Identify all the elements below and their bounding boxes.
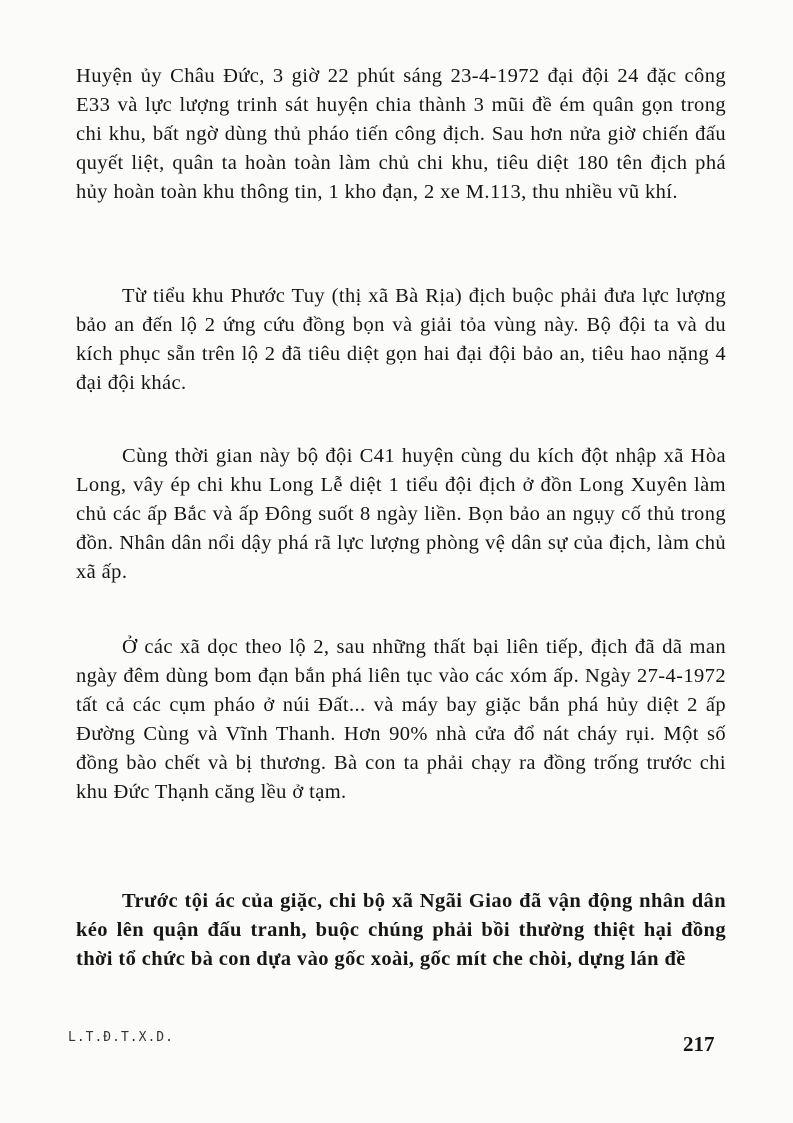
paragraph-5: Trước tội ác của giặc, chi bộ xã Ngãi Giao đã vận động nhân dân kéo lên quận đấu tranh, buộc chúng phải bồi thường thiệt hại đồng thời tổ chức bà con dựa vào gốc xoài, gốc mít che chòi, dựng lán đề	[76, 890, 726, 970]
paragraph-4: Ở các xã dọc theo lộ 2, sau những thất bại liên tiếp, địch đã dã man ngày đêm dùng bom đạn bắn phá liên tục vào các xóm ấp. Ngày 27-4-1972 tất cả các cụm pháo ở núi Đất... và máy bay giặc bắn phá hủy diệt 2 ấp Đường Cùng và Vĩnh Thanh. Hơn 90% nhà cửa đổ nát cháy rụi. Một số đồng bào chết và bị thương. Bà con ta phải chạy ra đồng trống trước chi khu Đức Thạnh căng lều ở tạm.	[76, 636, 726, 803]
paragraph-2: Từ tiểu khu Phước Tuy (thị xã Bà Rịa) địch buộc phải đưa lực lượng bảo an đến lộ 2 ứng cứu đồng bọn và giải tỏa vùng này. Bộ đội ta và du kích phục sẵn trên lộ 2 đã tiêu diệt gọn hai đại đội bảo an, tiêu hao nặng 4 đại đội khác.	[76, 285, 726, 394]
page-number: 217	[683, 1032, 715, 1056]
footer-printer-code: L.T.Đ.T.X.D.	[68, 1030, 174, 1045]
paragraph-1: Huyện ủy Châu Đức, 3 giờ 22 phút sáng 23-4-1972 đại đội 24 đặc công E33 và lực lượng trinh sát huyện chia thành 3 mũi đề ém quân gọn trong chi khu, bất ngờ dùng thủ pháo tiến công địch. Sau hơn nửa giờ chiến đấu quyết liệt, quân ta hoàn toàn làm chủ chi khu, tiêu diệt 180 tên địch phá hủy hoàn toàn khu thông tin, 1 kho đạn, 2 xe M.113, thu nhiều vũ khí.	[76, 65, 726, 203]
paragraph-3: Cùng thời gian này bộ đội C41 huyện cùng du kích đột nhập xã Hòa Long, vây ép chi khu Long Lễ diệt 1 tiểu đội địch ở đồn Long Xuyên làm chủ các ấp Bắc và ấp Đông suốt 8 ngày liền. Bọn bảo an ngụy cố thủ trong đồn. Nhân dân nổi dậy phá rã lực lượng phòng vệ dân sự của địch, làm chủ xã ấp.	[76, 445, 726, 583]
